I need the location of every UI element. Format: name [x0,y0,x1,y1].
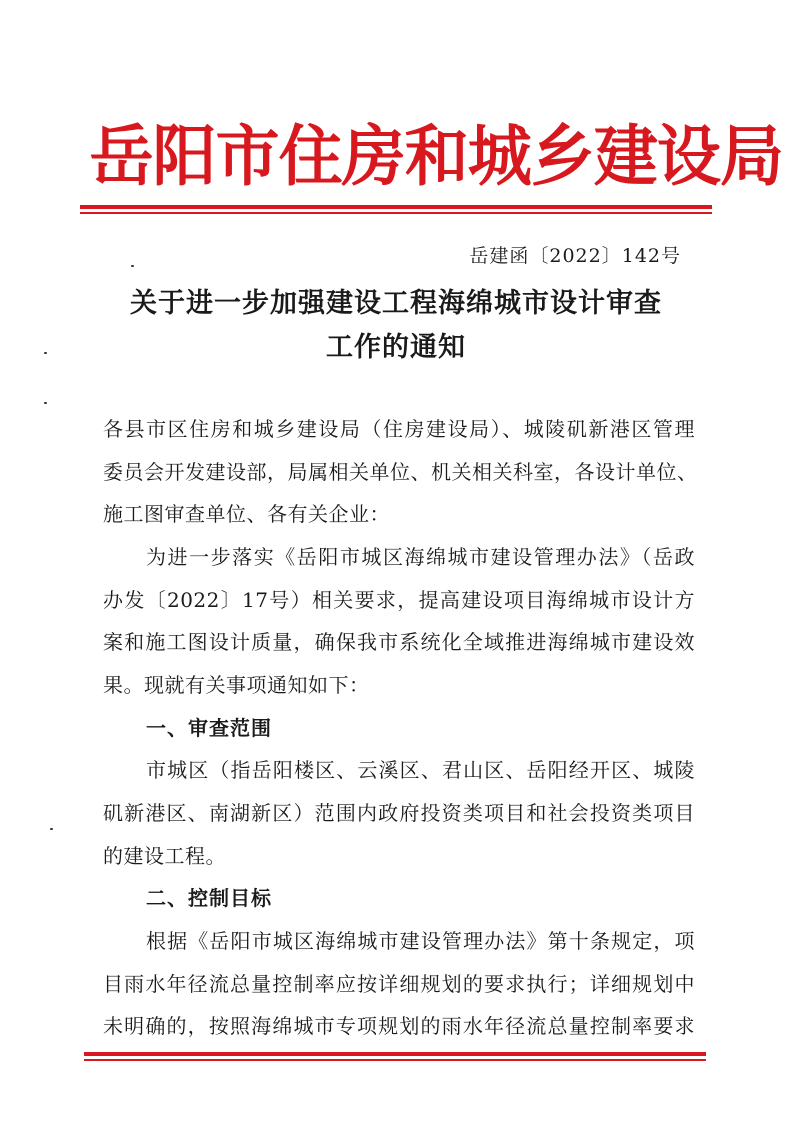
section-2-line-1: 根据《岳阳市城区海绵城市建设管理办法》第十条规定，项 [146,929,695,953]
letterhead-agency-name: 岳阳市住房和城乡建设局 [89,117,784,195]
document-number: 岳建函〔2022〕142号 [469,245,681,267]
intro-line-4: 果。现就有关事项通知如下： [103,673,370,697]
section-1-line-1: 市城区（指岳阳楼区、云溪区、君山区、岳阳经开区、城陵 [146,758,695,782]
intro-line-2: 办发〔2022〕17号）相关要求，提高建设项目海绵城市设计方 [103,588,695,612]
notice-title-line-2: 工作的通知 [326,332,466,363]
section-1-line-3: 的建设工程。 [103,844,226,868]
recipients-line-2: 委员会开发建设部，局属相关单位、机关相关科室，各设计单位、 [103,460,698,484]
scan-speck [131,265,134,267]
footer-red-rule-thick [84,1052,706,1056]
notice-title-line-1: 关于进一步加强建设工程海绵城市设计审查 [130,288,662,319]
letterhead-red-rule-thick [80,205,712,209]
section-2-line-2: 目雨水年径流总量控制率应按详细规划的要求执行；详细规划中 [103,972,695,996]
section-2-heading: 二、控制目标 [146,886,272,910]
intro-line-1: 为进一步落实《岳阳市城区海绵城市建设管理办法》（岳政 [146,545,695,569]
recipients-line-3: 施工图审查单位、各有关企业： [103,502,390,526]
section-1-heading: 一、审查范围 [146,716,272,740]
scan-speck [50,828,53,830]
section-2-line-3: 未明确的，按照海绵城市专项规划的雨水年径流总量控制率要求 [103,1014,695,1038]
recipients-line-1: 各县市区住房和城乡建设局（住房建设局）、城陵矶新港区管理 [103,417,695,441]
scan-speck [44,352,47,354]
intro-line-3: 案和施工图设计质量，确保我市系统化全域推进海绵城市建设效 [103,630,695,654]
letterhead-red-rule-thin [80,212,712,214]
footer-red-rule-thin [84,1059,706,1061]
scan-speck [44,402,47,404]
section-1-line-2: 矶新港区、南湖新区）范围内政府投资类项目和社会投资类项目 [103,801,695,825]
